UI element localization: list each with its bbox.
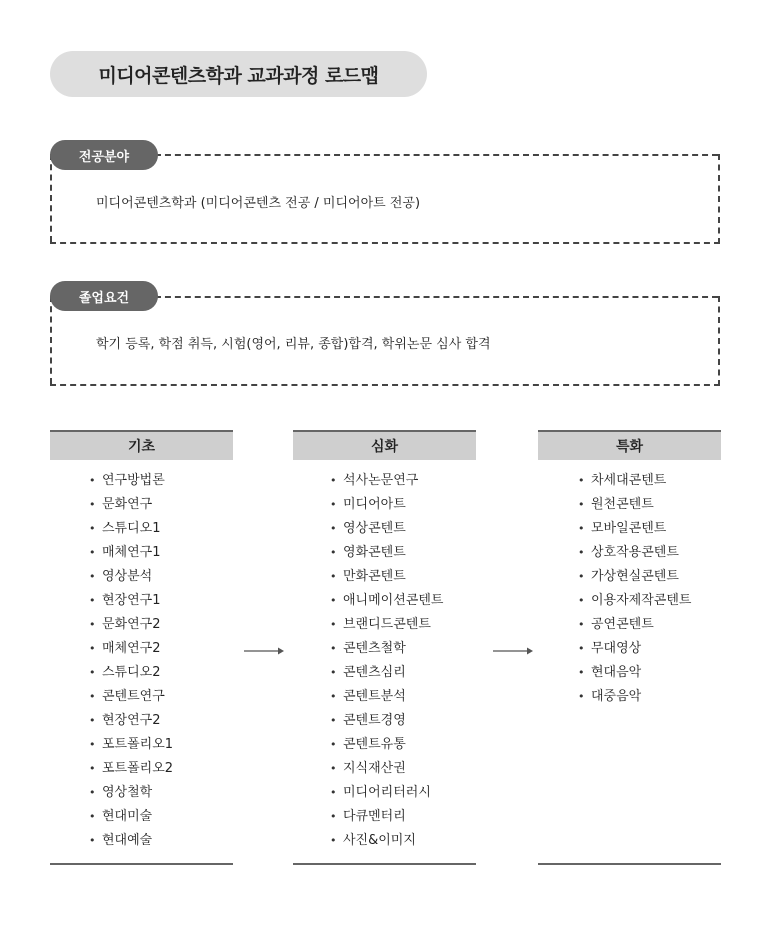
graduation-tag: 졸업요건 [50,281,158,311]
course-item: • 모바일콘텐트 [591,517,721,541]
course-item: • 애니메이션콘텐트 [343,589,476,613]
column-bottom-rule-basic [50,863,233,865]
column-basic [50,430,233,853]
course-item: • 상호작용콘텐트 [591,541,721,565]
course-item: • 대중음악 [591,685,721,709]
arrow-right-icon [244,646,284,656]
column-header-specialized: 특화 [538,430,721,460]
course-item: • 석사논문연구 [343,469,476,493]
course-item: • 사진&이미지 [343,829,476,853]
course-list-advanced [343,460,476,853]
course-item: • 포트폴리오2 [102,757,233,781]
course-item: • 이용자제작콘텐트 [591,589,721,613]
course-item: • 콘텐트경영 [343,709,476,733]
page-title: 미디어콘텐츠학과 교과과정 로드맵 [50,51,427,97]
column-bottom-rule-specialized [538,863,721,865]
course-item: • 스튜디오1 [102,517,233,541]
course-item: • 지식재산권 [343,757,476,781]
course-item: • 무대영상 [591,637,721,661]
course-item: • 콘텐츠철학 [343,637,476,661]
column-specialized [538,430,721,709]
course-item: • 미디어리터러시 [343,781,476,805]
course-item: • 현대음악 [591,661,721,685]
course-list-basic [102,460,233,853]
course-item: • 영상분석 [102,565,233,589]
course-item: • 영상철학 [102,781,233,805]
column-header-basic: 기초 [50,430,233,460]
course-item: • 공연콘텐트 [591,613,721,637]
course-item: • 현장연구2 [102,709,233,733]
course-item: • 매체연구2 [102,637,233,661]
course-item: • 현장연구1 [102,589,233,613]
major-tag: 전공분야 [50,140,158,170]
course-item: • 만화콘텐트 [343,565,476,589]
course-item: • 콘텐트유통 [343,733,476,757]
course-item: • 브랜디드콘텐트 [343,613,476,637]
column-header-advanced: 심화 [293,430,476,460]
course-item: • 원천콘텐트 [591,493,721,517]
course-item: • 영상콘텐트 [343,517,476,541]
course-item: • 포트폴리오1 [102,733,233,757]
course-item: • 콘텐트연구 [102,685,233,709]
course-item: • 다큐멘터리 [343,805,476,829]
course-item: • 미디어아트 [343,493,476,517]
course-item: • 현대미술 [102,805,233,829]
column-advanced [293,430,476,853]
course-item: • 문화연구 [102,493,233,517]
course-item: • 가상현실콘텐트 [591,565,721,589]
course-item: • 영화콘텐트 [343,541,476,565]
course-item: • 스튜디오2 [102,661,233,685]
column-bottom-rule-advanced [293,863,476,865]
course-item: • 차세대콘텐트 [591,469,721,493]
course-item: • 매체연구1 [102,541,233,565]
course-item: • 연구방법론 [102,469,233,493]
course-item: • 현대예술 [102,829,233,853]
course-item: • 문화연구2 [102,613,233,637]
major-text: 미디어콘텐츠학과 (미디어콘텐츠 전공 / 미디어아트 전공) [96,196,421,211]
course-list-specialized [591,460,721,709]
course-item: • 콘텐트분석 [343,685,476,709]
graduation-text: 학기 등록, 학점 취득, 시험(영어, 리뷰, 종합)합격, 학위논문 심사 합격 [96,337,491,352]
arrow-right-icon [493,646,533,656]
course-item: • 콘텐츠심리 [343,661,476,685]
